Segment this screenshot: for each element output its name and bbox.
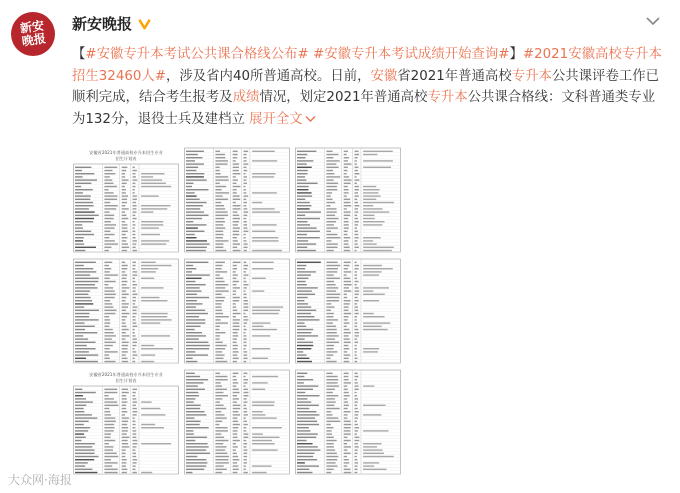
gallery-image[interactable] <box>183 368 291 476</box>
avatar-glyph-line: 晚报 <box>20 31 47 49</box>
doc-subtitle: 招生计划表 <box>115 156 137 161</box>
verified-badge-icon <box>137 16 152 31</box>
highlight-text: 安徽 <box>370 68 398 84</box>
gallery-image[interactable] <box>72 368 180 476</box>
scanned-table-page <box>183 146 291 254</box>
gallery-image[interactable] <box>72 146 180 254</box>
doc-subtitle: 招生计划表 <box>115 378 137 383</box>
expand-full-text-link[interactable] <box>249 112 316 127</box>
scanned-table-page <box>183 368 291 476</box>
post-text <box>72 44 664 130</box>
account-header <box>72 13 152 34</box>
watermark: 大众网·海报 <box>8 473 72 487</box>
highlight-text: 专升本 <box>427 90 468 105</box>
post-text-segment: ，涉及省内40所普通高校。日前， <box>166 68 371 84</box>
doc-title: 安徽省2021年普通高校专升本招生专业 <box>89 372 163 377</box>
highlight-text: 专升本 <box>511 68 552 84</box>
gallery-image[interactable] <box>294 368 402 476</box>
avatar-glyph-line: 新安 <box>19 18 45 36</box>
account-name[interactable]: 新安晚报 <box>72 15 133 33</box>
hashtag-link[interactable]: #安徽专升本考试成绩开始查询# <box>312 47 510 62</box>
scanned-table-page <box>294 146 402 254</box>
chevron-down-icon <box>305 115 316 123</box>
scanned-table-page <box>72 257 180 365</box>
scanned-table-page <box>183 257 291 365</box>
post-text-segment: 公共课评卷工作已顺利完成，结合考生报考及 <box>72 68 660 105</box>
hashtag-link[interactable]: #2021安徽高校专升本招生32460人# <box>72 47 662 84</box>
gallery-image[interactable] <box>294 257 402 365</box>
gallery-image[interactable] <box>183 257 291 365</box>
post-text-segment: 公共课合格线：文科普通类专业为132分，退役士兵及建档立 <box>72 90 656 127</box>
post-text-segment: 【 <box>72 47 86 62</box>
scanned-table-page <box>72 146 180 254</box>
gallery-image[interactable] <box>183 146 291 254</box>
doc-title: 安徽省2021年普通高校专升本招生专业 <box>89 150 163 155</box>
gallery-image[interactable] <box>294 146 402 254</box>
scanned-table-page <box>294 368 402 476</box>
gallery-image[interactable] <box>72 257 180 365</box>
avatar-logo <box>19 19 46 48</box>
highlight-text: 成绩 <box>232 90 260 105</box>
post-text-segment: 情况，划定2021年普通高校 <box>259 90 428 105</box>
scanned-table-page <box>72 368 180 476</box>
expand-label: 展开全文 <box>249 111 303 127</box>
chevron-down-icon[interactable] <box>646 16 660 26</box>
hashtag-link[interactable]: #安徽专升本考试公共课合格线公布# <box>85 47 309 62</box>
post-text-segment: 省2021年普通高校 <box>397 68 512 84</box>
image-gallery <box>72 146 410 476</box>
post-text-segment: 】 <box>509 47 523 62</box>
scanned-table-page <box>294 257 402 365</box>
avatar[interactable] <box>11 12 55 56</box>
